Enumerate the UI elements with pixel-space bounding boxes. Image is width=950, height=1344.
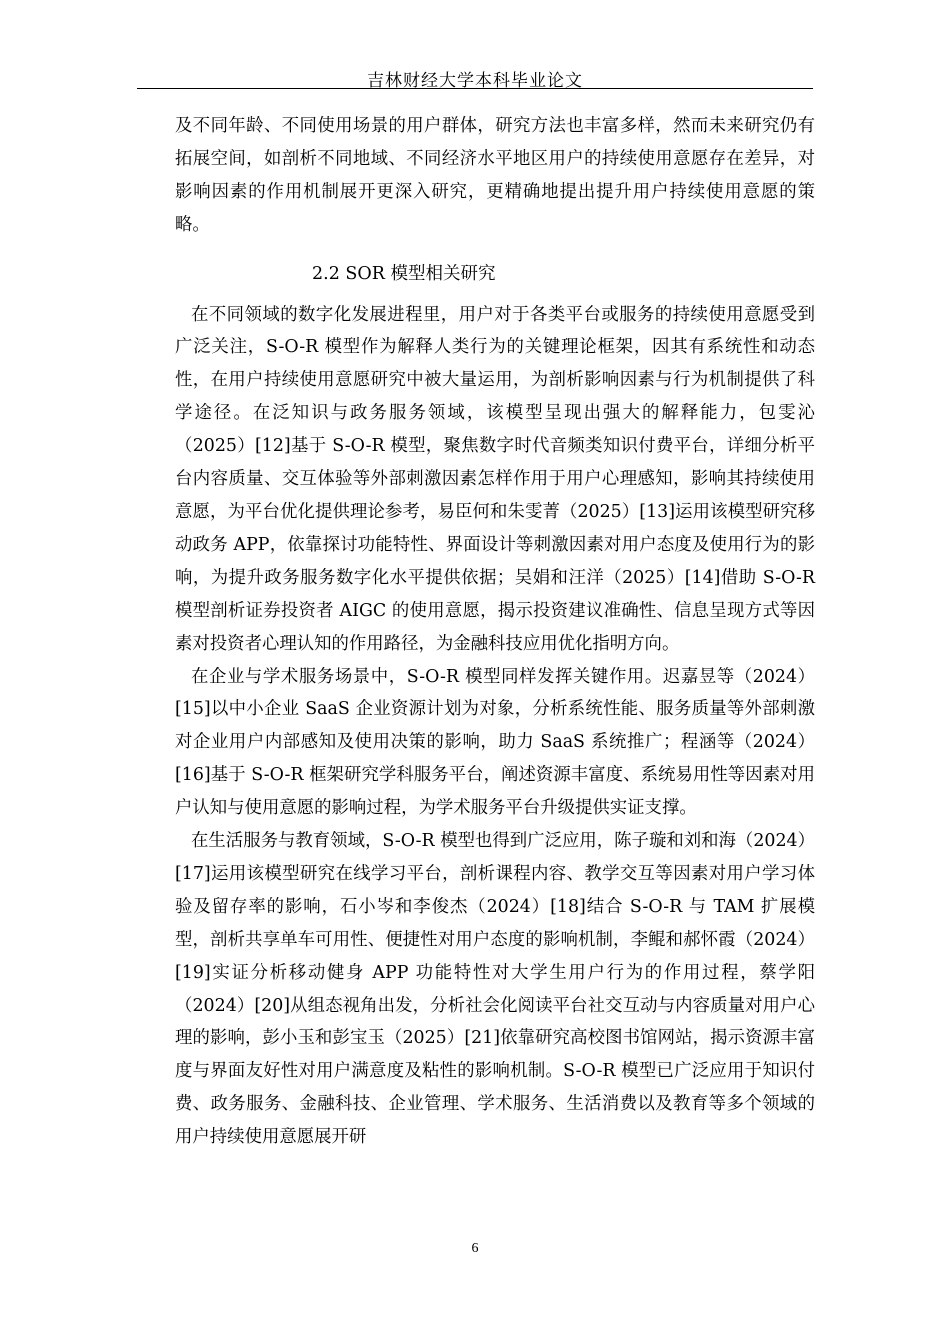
page-number: 6 [471, 1241, 479, 1256]
running-header: 吉林财经大学本科毕业论文 [367, 71, 583, 90]
continued-paragraph: 及不同年龄、不同使用场景的用户群体，研究方法也丰富多样，然而未来研究仍有拓展空间，如剖析不同地域、不同经济水平地区用户的持续使用意愿存在差异，对影响因素的作用机制展开更深入研究，更精确地提出提升用户持续使用意愿的策略。 [175, 116, 815, 235]
section-heading: 2.2 SOR 模型相关研究 [312, 263, 496, 284]
body-paragraph: 在生活服务与教育领域，S-O-R 模型也得到广泛应用，陈子璇和刘和海（2024）[17]运用该模型研究在线学习平台，剖析课程内容、教学交互等因素对用户学习体验及留存率的影响，石小岑和李俊杰（2024）[18]结合 S-O-R 与 TAM 扩展模型，剖析共享单车可用性、便捷性对用户态度的影响机制，李鲲和郝怀霞（2024）[19]实证分析移动健身 APP 功能特性对大学生用户行为的作用过程，蔡学阳（2024）[20]从组态视角出发，分析社会化阅读平台社交互动与内容质量对用户心理的影响，彭小玉和彭宝玉（2025）[21]依靠研究高校图书馆网站，揭示资源丰富度与界面友好性对用户满意度及粘性的影响机制。S-O-R 模型已广泛应用于知识付费、政务服务、金融科技、企业管理、学术服务、生活消费以及教育等多个领域的用户持续使用意愿展开研 [175, 831, 815, 1148]
header-rule [137, 88, 813, 89]
page-body [175, 110, 815, 1154]
body-paragraph: 在企业与学术服务场景中，S-O-R 模型同样发挥关键作用。迟嘉昱等（2024）[15]以中小企业 SaaS 企业资源计划为对象，分析系统性能、服务质量等外部刺激对企业用户内部感知及使用决策的影响，助力 SaaS 系统推广；程涵等（2024）[16]基于 S-O-R 框架研究学科服务平台，阐述资源丰富度、系统易用性等因素对用户认知与使用意愿的影响过程，为学术服务平台升级提供实证支撑。 [175, 666, 815, 819]
body-paragraph: 在不同领域的数字化发展进程里，用户对于各类平台或服务的持续使用意愿受到广泛关注，S-O-R 模型作为解释人类行为的关键理论框架，因其有系统性和动态性，在用户持续使用意愿研究中被大量运用，为剖析影响因素与行为机制提供了科学途径。在泛知识与政务服务领域，该模型呈现出强大的解释能力，包雯沁（2025）[12]基于 S-O-R 模型，聚焦数字时代音频类知识付费平台，详细分析平台内容质量、交互体验等外部刺激因素怎样作用于用户心理感知，影响其持续使用意愿，为平台优化提供理论参考，易臣何和朱雯菁（2025）[13]运用该模型研究移动政务 APP，依靠探讨功能特性、界面设计等刺激因素对用户态度及使用行为的影响，为提升政务服务数字化水平提供依据；吴娟和汪洋（2025）[14]借助 S-O-R 模型剖析证券投资者 AIGC 的使用意愿，揭示投资建议准确性、信息呈现方式等因素对投资者心理认知的作用路径，为金融科技应用优化指明方向。 [175, 304, 815, 654]
